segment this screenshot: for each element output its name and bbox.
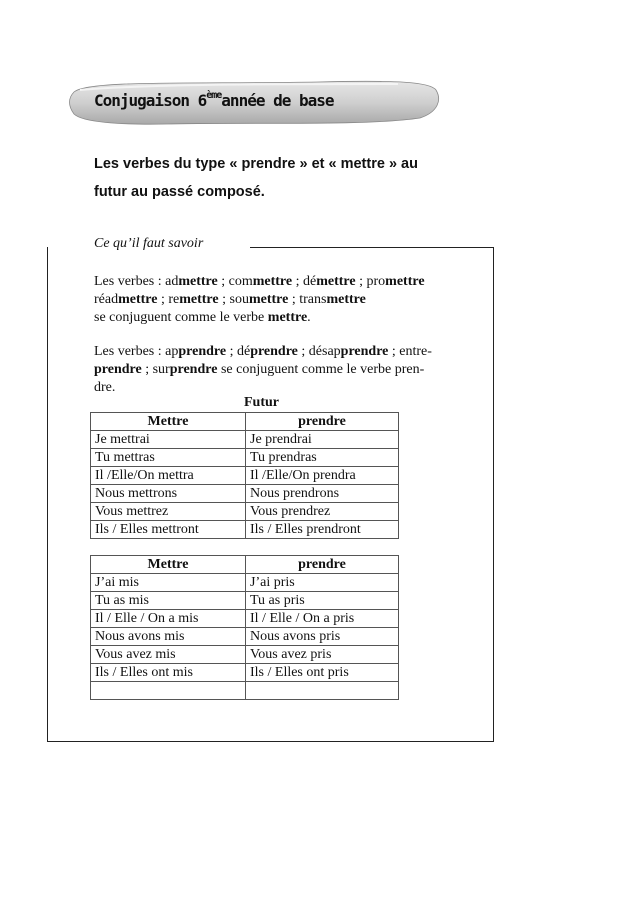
text-run: ; trans: [288, 292, 327, 307]
table-row: [91, 592, 399, 610]
table-cell: Je mettrai: [91, 431, 246, 449]
verb-emphasis: mettre: [326, 292, 366, 307]
lesson-heading: [94, 150, 474, 206]
table-row: [91, 664, 399, 682]
column-header: prendre: [246, 556, 399, 574]
table-cell: Ils / Elles prendront: [246, 521, 399, 539]
text-run: ; dé: [292, 274, 317, 289]
table-cell: Tu prendras: [246, 449, 399, 467]
table-row: [91, 628, 399, 646]
verb-emphasis: prendre: [94, 362, 142, 377]
table-cell: Vous avez pris: [246, 646, 399, 664]
heading-line-1: Les verbes du type « prendre » et « mettre » au: [94, 156, 418, 172]
para1-line-1: [94, 273, 466, 291]
text-run: ; sou: [218, 292, 249, 307]
table-row: [91, 449, 399, 467]
title-banner: [68, 78, 440, 128]
verb-emphasis: prendre: [178, 344, 227, 359]
table-cell: J’ai mis: [91, 574, 246, 592]
table-row: [91, 521, 399, 539]
verb-emphasis: mettre: [267, 310, 308, 325]
paragraph-mettre: [94, 273, 466, 327]
table-cell: Nous avons pris: [246, 628, 399, 646]
table-cell: Vous prendrez: [246, 503, 399, 521]
para2-line-1: [94, 343, 466, 361]
table-cell: Il /Elle/On prendra: [246, 467, 399, 485]
verb-emphasis: prendre: [169, 362, 218, 377]
futur-label: Futur: [244, 395, 279, 410]
futur-table: [90, 412, 399, 539]
verb-emphasis: mettre: [118, 292, 158, 307]
text-run: se conjuguent comme le verbe pren-: [217, 362, 425, 377]
paragraph-prendre: [94, 343, 466, 397]
table-row: [91, 646, 399, 664]
table-cell: Nous prendrons: [246, 485, 399, 503]
verb-emphasis: mettre: [385, 274, 425, 289]
table-cell: Ils / Elles ont pris: [246, 664, 399, 682]
banner-title: Conjugaison 6èmeannée de base: [94, 89, 334, 110]
rule-box-label: Ce qu’il faut savoir: [94, 236, 209, 252]
rule-box-top-border: [250, 247, 493, 248]
table-cell: [91, 682, 246, 700]
column-header: prendre: [246, 413, 399, 431]
verb-emphasis: mettre: [248, 292, 289, 307]
table-cell: Ils / Elles mettront: [91, 521, 246, 539]
table-row: [91, 503, 399, 521]
text-run: ; dé: [226, 344, 251, 359]
verb-emphasis: prendre: [250, 344, 298, 359]
text-run: ; com: [217, 274, 253, 289]
text-run: ; désap: [297, 344, 341, 359]
table-cell: Tu as pris: [246, 592, 399, 610]
table-cell: Ils / Elles ont mis: [91, 664, 246, 682]
para1-line-3: [94, 309, 466, 327]
table-cell: Je prendrai: [246, 431, 399, 449]
table-row: [91, 610, 399, 628]
table-cell: Nous mettrons: [91, 485, 246, 503]
table-row: [91, 485, 399, 503]
text-run: ; sur: [141, 362, 170, 377]
table-cell: Vous mettrez: [91, 503, 246, 521]
text-run: ; re: [157, 292, 180, 307]
table-cell: Il / Elle / On a pris: [246, 610, 399, 628]
text-run: Les verbes : ap: [94, 344, 179, 359]
verb-emphasis: mettre: [252, 274, 293, 289]
table-cell: Il / Elle / On a mis: [91, 610, 246, 628]
verb-emphasis: mettre: [179, 292, 219, 307]
verb-emphasis: prendre: [340, 344, 389, 359]
verb-emphasis: mettre: [178, 274, 218, 289]
table-cell: [246, 682, 399, 700]
para1-line-2: [94, 291, 466, 309]
text-run: Les verbes : ad: [94, 274, 179, 289]
table-cell: Nous avons mis: [91, 628, 246, 646]
table-row: [91, 682, 399, 700]
table-cell: Tu as mis: [91, 592, 246, 610]
table-cell: Il /Elle/On mettra: [91, 467, 246, 485]
para2-line-2: [94, 361, 466, 379]
table-row: [91, 574, 399, 592]
table-cell: Tu mettras: [91, 449, 246, 467]
table-header-row: [91, 413, 399, 431]
para2-line-3: [94, 379, 466, 397]
heading-line-2: futur au passé composé.: [94, 184, 265, 200]
verb-emphasis: mettre: [316, 274, 356, 289]
text-run: réad: [94, 292, 119, 307]
text-run: dre.: [94, 380, 116, 395]
text-run: .: [307, 310, 311, 325]
column-header: Mettre: [91, 556, 246, 574]
passe-compose-table: [90, 555, 399, 700]
table-cell: J’ai pris: [246, 574, 399, 592]
column-header: Mettre: [91, 413, 246, 431]
table-header-row: [91, 556, 399, 574]
table-cell: Vous avez mis: [91, 646, 246, 664]
text-run: ; entre-: [388, 344, 432, 359]
table-row: [91, 467, 399, 485]
text-run: se conjuguent comme le verbe: [94, 310, 268, 325]
text-run: ; pro: [355, 274, 386, 289]
table-row: [91, 431, 399, 449]
